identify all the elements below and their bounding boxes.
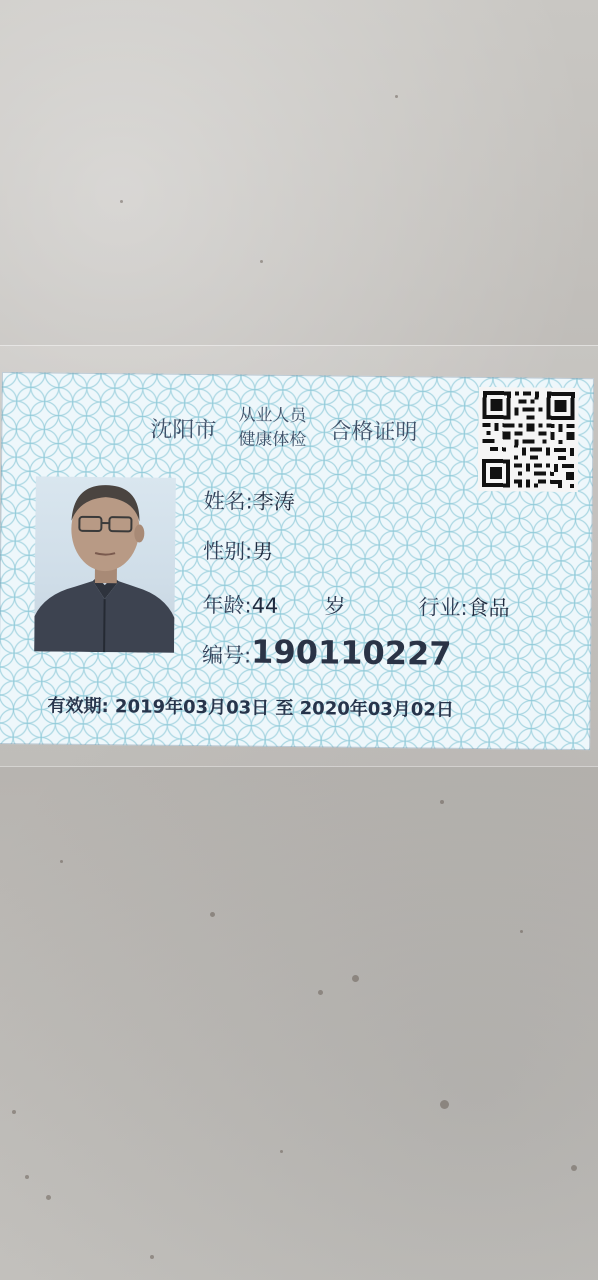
speck <box>46 1195 51 1200</box>
speck <box>120 200 123 203</box>
name-value: 李涛 <box>252 489 295 515</box>
name-label: 姓名: <box>203 489 253 514</box>
validity-row <box>47 691 454 721</box>
age-row <box>202 589 278 620</box>
person-portrait-icon <box>34 476 176 652</box>
validity-value: 2019年03月03日 至 2020年03月02日 <box>114 696 455 721</box>
speck <box>352 975 359 982</box>
serial-row <box>202 632 452 673</box>
card-title-line2: 健康体检 <box>238 429 307 451</box>
gender-value: 男 <box>252 539 274 564</box>
speck <box>571 1165 577 1171</box>
card-title-middle <box>238 403 306 452</box>
card-title-city: 沈阳市 <box>150 417 217 444</box>
age-unit: 岁 <box>324 594 346 619</box>
portrait-photo <box>34 476 176 652</box>
qr-code-icon <box>478 387 579 492</box>
gender-row <box>203 535 273 566</box>
speck <box>440 800 444 804</box>
industry-value: 食品 <box>467 595 510 621</box>
speck <box>395 95 398 98</box>
validity-label: 有效期: <box>47 695 109 718</box>
name-row <box>204 485 295 516</box>
speck <box>260 260 263 263</box>
card-title-line1: 从业人员 <box>238 405 307 427</box>
serial-label: 编号: <box>201 643 252 668</box>
speck <box>25 1175 29 1179</box>
card-title-cert: 合格证明 <box>329 419 418 446</box>
speck <box>440 1100 449 1109</box>
speck <box>12 1110 16 1114</box>
speck <box>60 860 63 863</box>
serial-value: 190110227 <box>250 632 452 673</box>
qr-code <box>478 387 579 492</box>
industry-label: 行业: <box>418 595 468 620</box>
age-value: 44 <box>251 593 279 618</box>
speck <box>280 1150 283 1153</box>
age-label: 年龄: <box>202 593 252 618</box>
health-certificate-card <box>0 372 594 750</box>
speck <box>318 990 323 995</box>
speck <box>210 912 215 917</box>
gender-label: 性别: <box>203 539 253 564</box>
speck <box>150 1255 154 1259</box>
industry-row <box>418 591 509 622</box>
speck <box>520 930 523 933</box>
